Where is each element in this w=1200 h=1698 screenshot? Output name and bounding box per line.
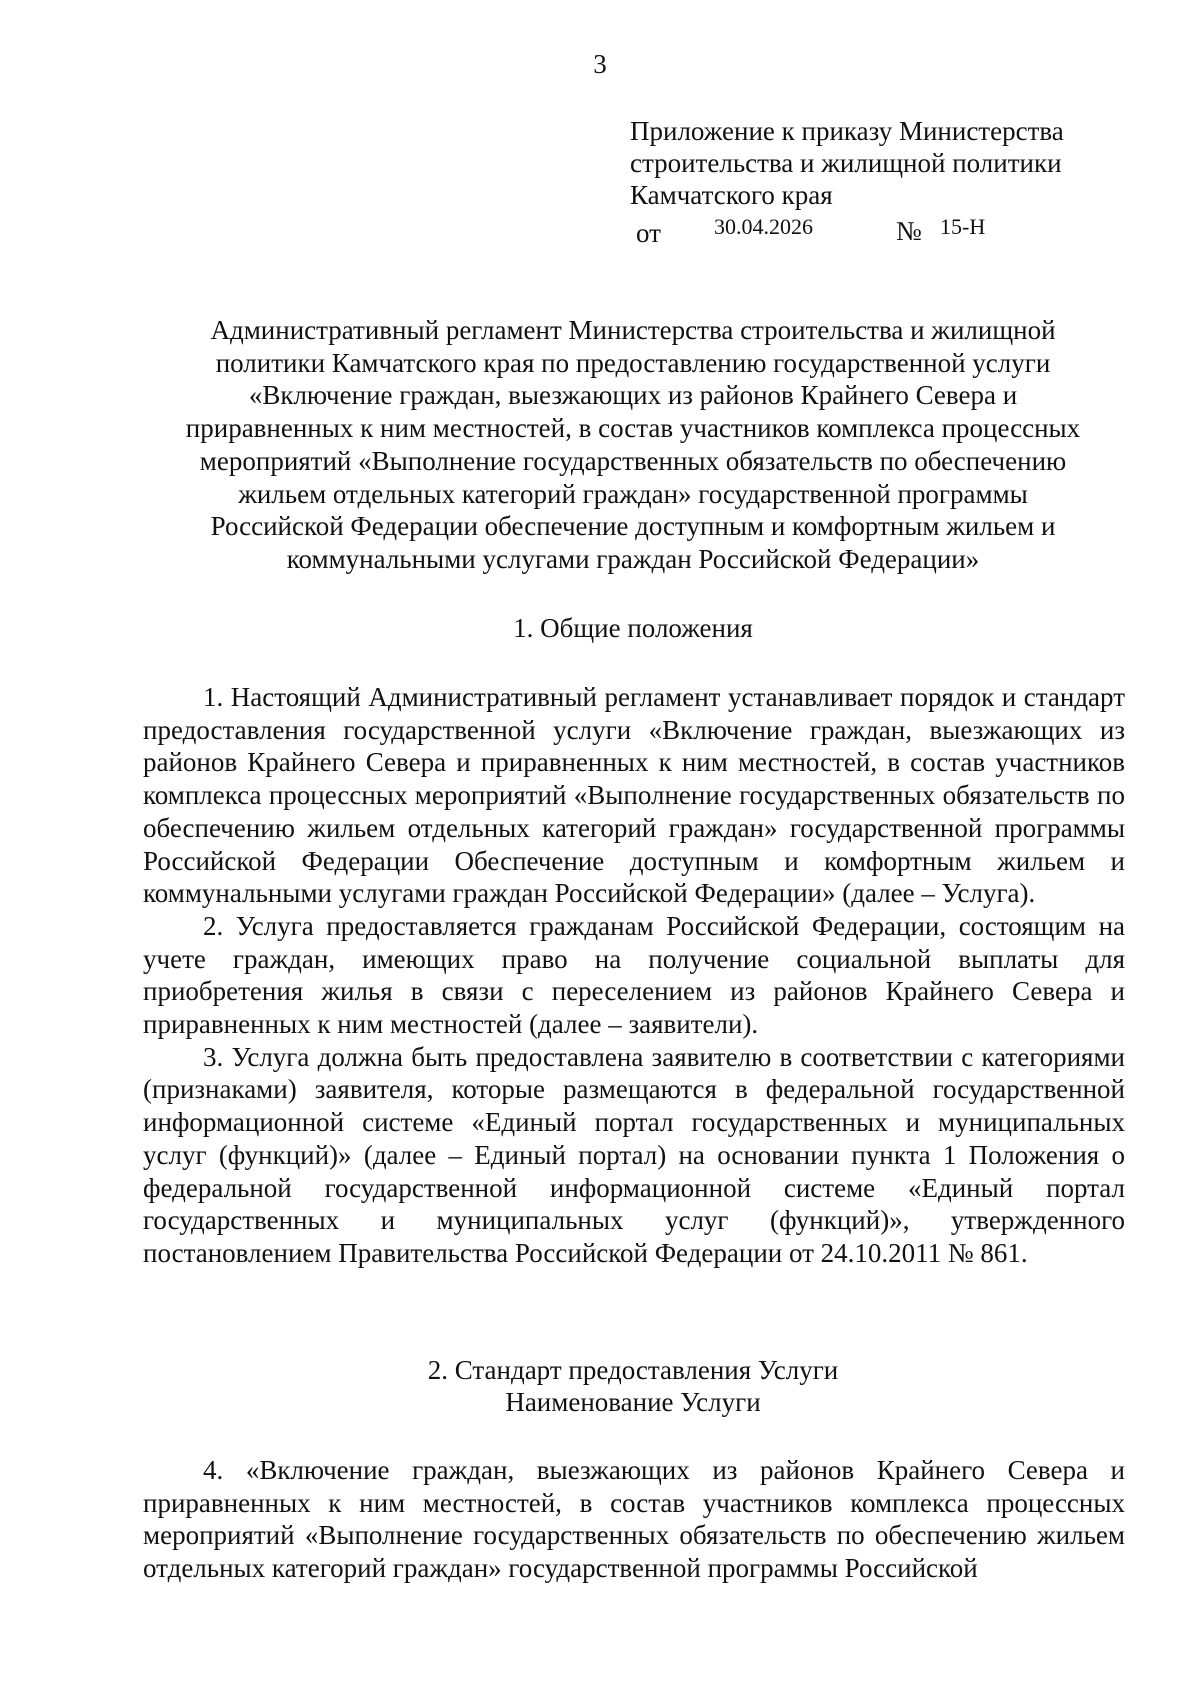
paragraph-2: 2. Услуга предоставляется гражданам Российской Федерации, состоящим на учете граждан, имеющих право на получение социальной выплаты для приобретения жилья в связи с переселением из районов Крайнего Севера и приравненных к ним местностей (далее – заявители).: [143, 910, 1125, 1040]
section-1-body: [143, 681, 1125, 1270]
title-line: коммунальными услугами граждан Российской Федерации»: [286, 543, 980, 574]
title-line: мероприятий «Выполнение государственных обязательств по обеспечению: [199, 445, 1067, 476]
title-line: Российской Федерации обеспечение доступным и комфортным жильем и: [210, 511, 1056, 542]
order-date: 30.04.2026: [714, 214, 813, 239]
section-heading-text: 1. Общие положения: [513, 613, 753, 643]
section-2-body: [143, 1454, 1125, 1585]
section-2-heading: [143, 1354, 1123, 1418]
order-number-label: №: [896, 216, 922, 246]
section-heading-text: 2. Стандарт предоставления Услуги: [427, 1355, 839, 1385]
paragraph-3: 3. Услуга должна быть предоставлена заявителю в соответствии с категориями (признаками) заявителя, которые размещаются в федеральной государственной информационной системе «Единый портал государственных и муниципальных услуг (функций)» (далее – Единый портал) на основании пункта 1 Положения о федеральной государственной информационной системе «Единый портал государственных и муниципальных услуг (функций)», утвержденного постановлением Правительства Российской Федерации от 24.10.2011 № 861.: [143, 1041, 1125, 1268]
appendix-line: Приложение к приказу Министерства: [630, 116, 1064, 146]
title-line: Административный регламент Министерства строительства и жилищной: [210, 315, 1056, 345]
section-subheading-text: Наименование Услуги: [505, 1387, 761, 1417]
order-from-label: от: [636, 218, 661, 248]
page-number: 3: [593, 49, 607, 79]
title-line: жильем отдельных категорий граждан» государственной программы: [238, 478, 1028, 509]
order-reference: [630, 213, 1150, 247]
title-line: приравненных к ним местностей, в состав участников комплекса процессных: [185, 413, 1081, 444]
title-line: «Включение граждан, выезжающих из районов Крайнего Севера и: [248, 380, 1018, 411]
appendix-line: Камчатского края: [630, 180, 833, 210]
section-1-heading: [143, 612, 1123, 644]
title-line: политики Камчатского края по предоставлению государственной услуги: [215, 347, 1051, 378]
regulation-title: [143, 314, 1123, 576]
paragraph-1: 1. Настоящий Административный регламент устанавливает порядок и стандарт предоставления государственной услуги «Включение граждан, выезжающих из районов Крайнего Севера и приравненных к ним местностей, в состав участников комплекса процессных мероприятий «Выполнение государственных обязательств по обеспечению жильем отдельных категорий граждан» государственной программы Российской Федерации Обеспечение доступным и комфортным жильем и коммунальными услугами граждан Российской Федерации» (далее – Услуга).: [143, 682, 1125, 909]
appendix-header: [630, 115, 1150, 247]
paragraph-4: 4. «Включение граждан, выезжающих из районов Крайнего Севера и приравненных к ним местностей, в состав участников комплекса процессных мероприятий «Выполнение государственных обязательств по обеспечению жильем отдельных категорий граждан» государственной программы Российской: [143, 1455, 1125, 1584]
order-number: 15-Н: [940, 214, 986, 239]
appendix-line: строительства и жилищной политики: [630, 148, 1062, 178]
